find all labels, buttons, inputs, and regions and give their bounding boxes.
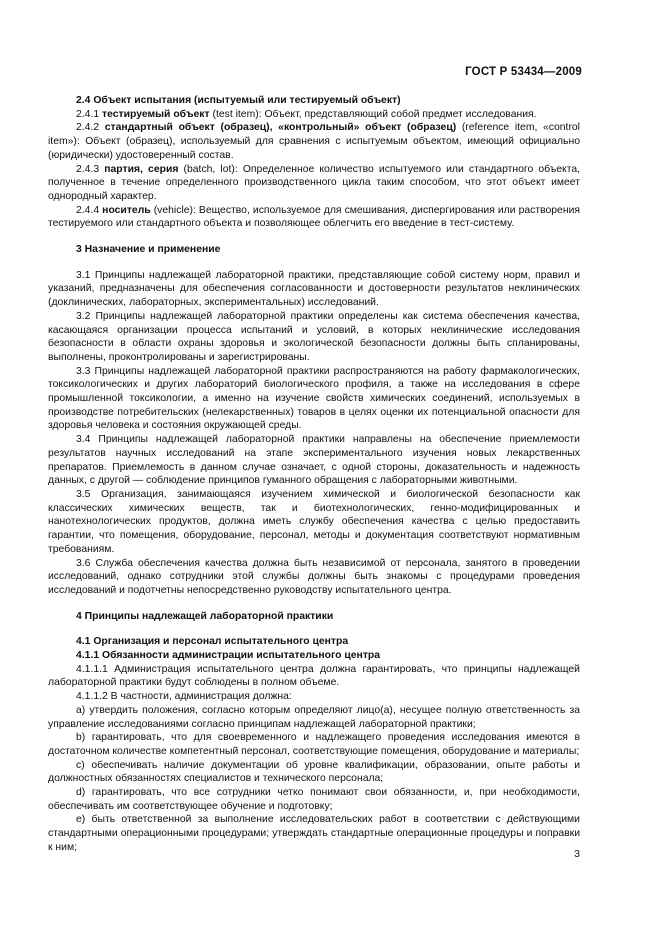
clause-number: 2.4.4: [76, 204, 100, 216]
definition: (test item): Объект, представляющий собой предмет исследования.: [209, 108, 537, 120]
list-item-c: c) обеспечивать наличие документации об уровне квалификации, образовании, опыте работы и должностных обязанностях специалистов и технического персонала;: [48, 759, 580, 785]
clause-3-3: 3.3 Принципы надлежащей лабораторной практики распространяются на работу фармакологических, токсикологических и других лабораторий биологического профиля, а также на исследования в сфере промышленной токсикологии, а именно на изучение свойств химических соединений, используемых в производстве потребительских (нелекарственных) товаров в целях оценки их потенциальной опасности для здоровья человека и состояния окружающей среды.: [48, 365, 580, 432]
spacer: [48, 257, 580, 269]
list-item-e: e) быть ответственной за выполнение исследовательских работ в соответствии с действующими стандартными операционными процедурами; утверждать стандартные операционные процедуры и поправки к ним;: [48, 814, 580, 853]
clause-number: 2.4.3: [76, 163, 100, 175]
standard-header: ГОСТ Р 53434—2009: [465, 66, 582, 78]
subsection-heading-2-4: 2.4 Объект испытания (испытуемый или тестируемый объект): [76, 95, 401, 106]
clause-4-1-1-1: 4.1.1.1 Администрация испытательного центра должна гарантировать, что принципы надлежащей лабораторной практики будут соблюдены в полном объеме.: [48, 663, 580, 689]
clause-3-4: 3.4 Принципы надлежащей лабораторной практики направлены на обеспечение приемлемости результатов научных исследований на этапе экспериментального изучения новых лекарственных препаратов. Приемлемость в данном случае означает, с одной стороны, доказательность и надежность данных, с другой — соблюдение принципов гуманного обращения с лабораторными животными.: [48, 434, 580, 487]
clause-2-4-1: [48, 108, 580, 122]
clause-number: 2.4.1: [76, 108, 100, 120]
list-item-a: a) утвердить положения, согласно которым определяют лицо(а), несущее полную ответственность за управление исследованиями согласно принципам надлежащей лабораторной практики;: [48, 704, 580, 730]
clause-2-4-2: [48, 121, 580, 162]
clause-4-1-1-2: 4.1.1.2 В частности, администрация должна:: [76, 691, 292, 703]
spacer: [48, 623, 580, 635]
definition: (batch, lot): Определенное количество испытуемого или стандартного объекта, полученное в течение определенного производственного цикла таким способом, что этот объект имеет однородный характер.: [48, 163, 580, 202]
clause-2-4-4: [48, 204, 580, 231]
spacer: [48, 598, 580, 610]
term: тестируемый объект: [102, 108, 210, 120]
term: носитель: [102, 204, 151, 216]
clause-number: 2.4.2: [76, 122, 100, 134]
page-number: 3: [574, 848, 580, 860]
term: стандартный объект (образец), «контрольный» объект (образец): [104, 122, 457, 134]
clause-3-6: 3.6 Служба обеспечения качества должна быть независимой от персонала, занятого в проведении исследований, однако сотрудники этой службы должны быть знакомы с процедурами проведения исследований и подотчетны непосредственно руководству испытательного центра.: [48, 557, 580, 596]
subsection-heading-4-1-1: 4.1.1 Обязанности администрации испытательного центра: [76, 650, 381, 662]
definition: (reference item, «control item»): Объект (образец), используемый для сравнения с испытуемым объектом, имеющий официально (юридически) удостоверенный состав.: [48, 122, 580, 161]
clause-2-4-3: [48, 163, 580, 204]
definition: (vehicle): Вещество, используемое для смешивания, диспергирования или растворения тестируемого или стандартного объекта и позволяющее облегчить его введение в тест-систему.: [48, 204, 581, 230]
list-item-b: b) гарантировать, что для своевременного и надлежащего проведения исследования имеются в достаточном количестве компетентный персонал, соответствующие помещения, оборудование и материалы;: [48, 732, 580, 757]
clause-3-5: 3.5 Организация, занимающаяся изучением химической и биологической безопасности как классических химических веществ, так и биотехнологических, генно-модифицированных и нанотехнологических продуктов, должна иметь службу обеспечения качества с целью предоставить гарантии, что помещения, оборудование, персонал, методы и документация соответствуют нормативным требованиям.: [48, 488, 580, 555]
page-content: [48, 94, 580, 855]
section-heading-3: 3 Назначение и применение: [76, 244, 221, 256]
list-item-d: d) гарантировать, что все сотрудники четко понимают свои обязанности, и, при необходимости, обеспечивать им соответствующее обучение и подготовку;: [48, 787, 580, 812]
subsection-heading-4-1: 4.1 Организация и персонал испытательного центра: [76, 636, 349, 648]
clause-3-2: 3.2 Принципы надлежащей лабораторной практики определены как система обеспечения качества, касающаяся организации процесса испытаний и условий, в которых неклинические исследования безопасности в области охраны здоровья и экологической безопасности должны быть спланированы, выполнены, проконтролированы и зарегистрированы.: [48, 310, 580, 363]
clause-3-1: 3.1 Принципы надлежащей лабораторной практики, представляющие собой систему норм, правил и указаний, предназначены для обеспечения согласованности и достоверности результатов неклинических (доклинических, лабораторных, экспериментальных) исследований.: [48, 269, 580, 309]
spacer: [48, 231, 580, 243]
term: партия, серия: [104, 163, 179, 175]
section-heading-4: 4 Принципы надлежащей лабораторной практики: [76, 610, 334, 622]
